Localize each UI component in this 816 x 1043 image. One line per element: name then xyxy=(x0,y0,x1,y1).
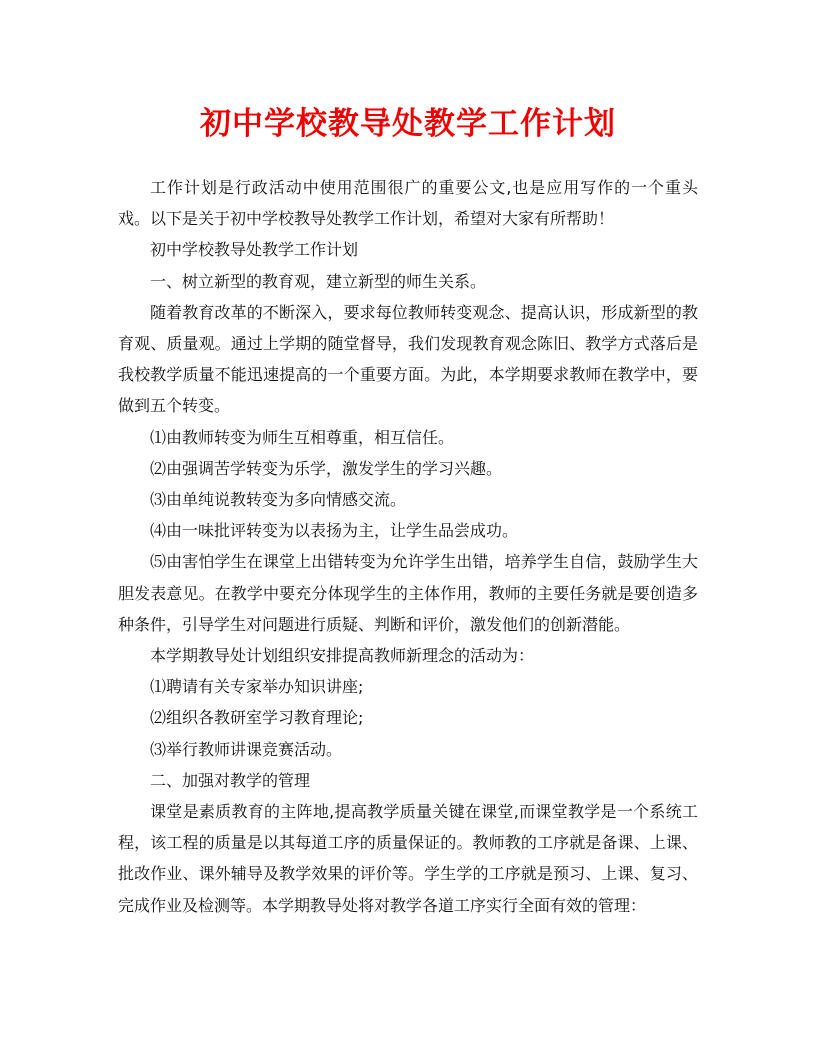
paragraph-subtitle: 初中学校教导处教学工作计划 xyxy=(150,240,359,260)
paragraph-intro: 工作计划是行政活动中使用范围很广的重要公文,也是应用写作的一个重头戏。以下是关于初中学校教导处教学工作计划，希望对大家有所帮助！ xyxy=(118,178,698,229)
list-item: ⑴由教师转变为师生互相尊重，相互信任。 xyxy=(150,427,455,447)
list-item: ⑴聘请有关专家举办知识讲座; xyxy=(150,677,364,697)
paragraph: 随着教育改革的不断深入，要求每位教师转变观念、提高认识，形成新型的教育观、质量观。通过上学期的随堂督导，我们发现教育观念陈旧、教学方式落后是我校教学质量不能迅速提高的一个重要方面。为此，本学期要求教师在教学中，要做到五个转变。 xyxy=(118,302,698,416)
list-item: ⑷由一味批评转变为以表扬为主，让学生品尝成功。 xyxy=(150,521,519,541)
list-item: ⑸由害怕学生在课堂上出错转变为允许学生出错，培养学生自信，鼓励学生大胆发表意见。在教学中要充分体现学生的主体作用，教师的主要任务就是要创造多种条件，引导学生对问题进行质疑、判断和评价，激发他们的创新潜能。 xyxy=(118,552,698,634)
document-body xyxy=(118,172,698,921)
document-title: 初中学校教导处教学工作计划 xyxy=(200,106,616,142)
paragraph: 本学期教导处计划组织安排提高教师新理念的活动为： xyxy=(150,646,535,666)
list-item: ⑶由单纯说教转变为多向情感交流。 xyxy=(150,490,407,510)
section-heading-1: 一、树立新型的教育观，建立新型的师生关系。 xyxy=(150,271,487,291)
paragraph: 课堂是素质教育的主阵地,提高教学质量关键在课堂,而课堂教学是一个系统工程，该工程的质量是以其每道工序的质量保证的。教师教的工序就是备课、上课、批改作业、课外辅导及教学效果的评价等。学生学的工序就是预习、上课、复习、完成作业及检测等。本学期教导处将对教学各道工序实行全面有效的管理： xyxy=(118,802,698,915)
list-item: ⑵组织各教研室学习教育理论; xyxy=(150,708,364,728)
list-item: ⑵由强调苦学转变为乐学，激发学生的学习兴趣。 xyxy=(150,458,503,478)
section-heading-2: 二、加强对教学的管理 xyxy=(150,770,311,790)
list-item: ⑶举行教师讲课竞赛活动。 xyxy=(150,739,343,759)
